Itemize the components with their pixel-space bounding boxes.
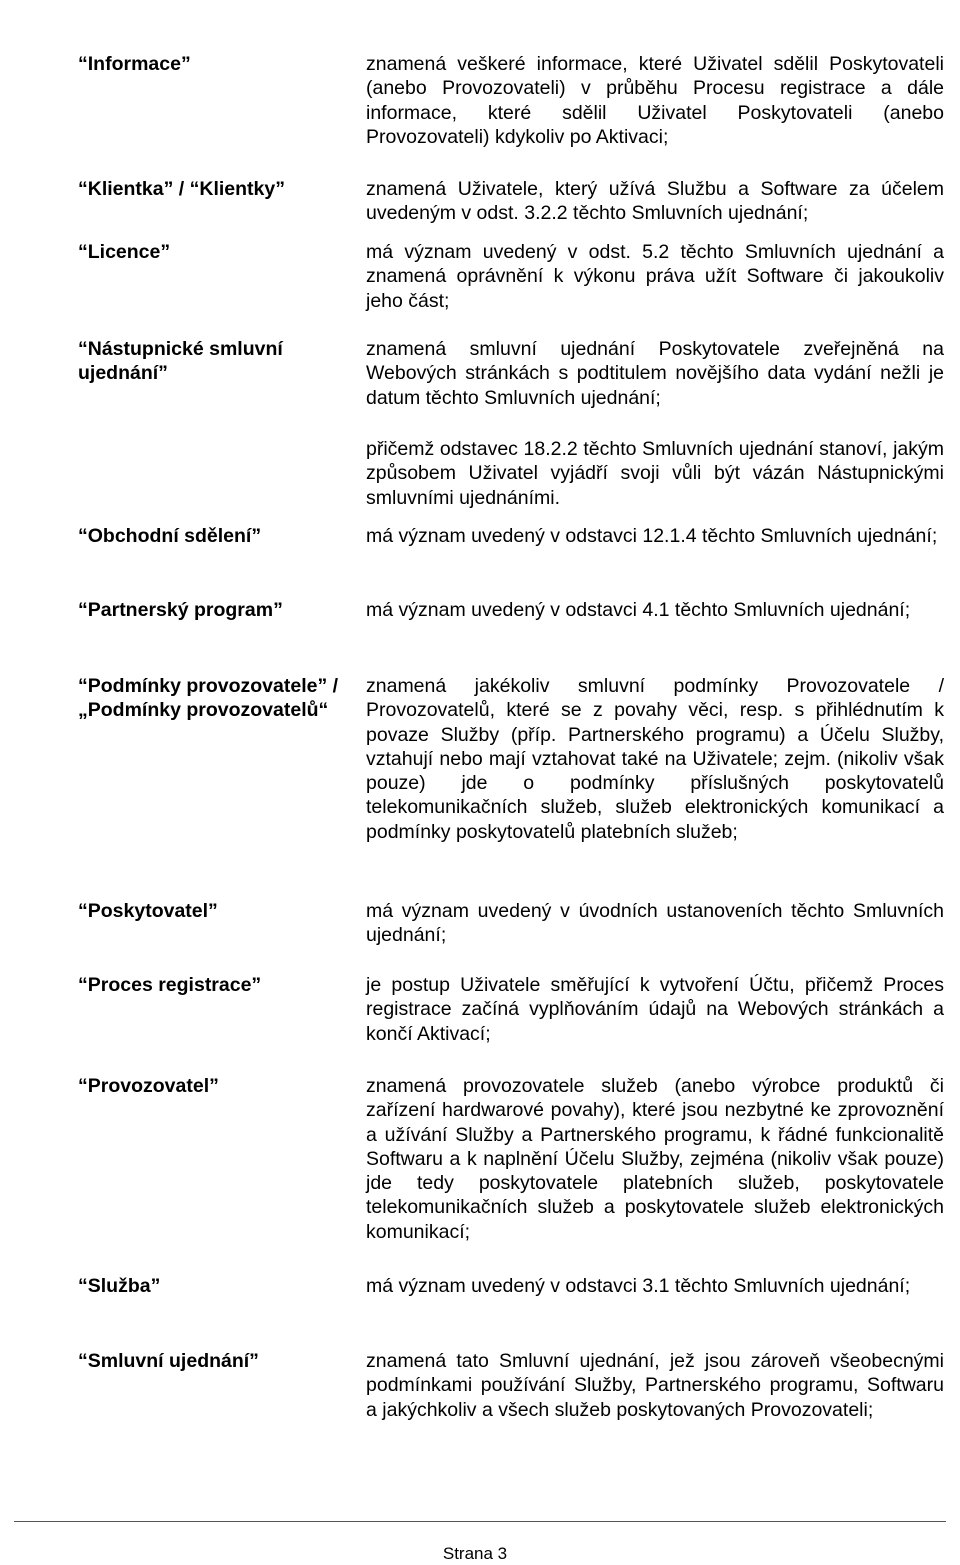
definition-text: znamená veškeré informace, které Uživatel sdělil Poskytovateli (anebo Provozovateli) v průběhu Procesu registrace a dále informace, které sdělil Uživatel Poskytovateli (anebo Provozovateli) kdykoliv po Aktivaci; [366, 53, 944, 148]
definition-text: znamená Uživatele, který užívá Službu a Software za účelem uvedeným v odst. 3.2.2 těchto Smluvních ujednání; [366, 178, 944, 225]
definition-term: “Poskytovatel” [78, 900, 218, 922]
definition-text: má význam uvedený v odst. 5.2 těchto Smluvních ujednání a znamená oprávnění k výkonu práva užít Software či jakoukoliv jeho část; [366, 241, 944, 312]
definition-text: znamená tato Smluvní ujednání, jež jsou zároveň všeobecnými podmínkami používání Služby, Partnerského programu, Softwaru a jakýchkoliv a všech služeb poskytovaných Provozovateli; [366, 1350, 944, 1421]
definition-term: “Proces registrace” [78, 974, 262, 996]
definition-term: “Služba” [78, 1275, 161, 1297]
definition-term: “Informace” [78, 53, 191, 75]
definition-term: “Podmínky provozovatele” / „Podmínky provozovatelů“ [78, 675, 339, 721]
definition-term: “Nástupnické smluvní ujednání” [78, 338, 283, 384]
definition-text: má význam uvedený v odstavci 12.1.4 těchto Smluvních ujednání; [366, 525, 938, 547]
definition-text: přičemž odstavec 18.2.2 těchto Smluvních ujednání stanoví, jakým způsobem Uživatel vyjádří svoji vůli být vázán Nástupnickými smluvními ujednáními. [366, 438, 944, 509]
definition-term: “Provozovatel” [78, 1075, 219, 1097]
definition-text: znamená jakékoliv smluvní podmínky Provozovatele / Provozovatelů, které se z povahy věci, resp. s přihlédnutím k povaze Služby (příp. Partnerského programu) a Účelu Služby, vztahují nebo mají vztahovat také na Uživatele; zejm. (nikoliv však pouze) jde o podmínky příslušných poskytovatelů telekomunikačních služeb, služeb elektronických komunikací a podmínky poskytovatelů platebních služeb; [366, 675, 944, 843]
footer-divider [14, 1521, 946, 1522]
definition-term: “Licence” [78, 241, 171, 263]
definition-text: znamená provozovatele služeb (anebo výrobce produktů či zařízení hardwarové povahy), které jsou nezbytné ke zprovoznění a užívání Služby a Partnerského programu, k řádné funkcionalitě Softwaru a k naplnění Účelu Služby, zejména (nikoliv však pouze) jde tedy poskytovatele platebních služeb, poskytovatele telekomunikačních služeb a poskytovatele služeb elektronických komunikací; [366, 1075, 944, 1243]
definition-term: “Smluvní ujednání” [78, 1350, 259, 1372]
page-number: Strana 3 [442, 1544, 508, 1563]
definition-text: má význam uvedený v odstavci 3.1 těchto Smluvních ujednání; [366, 1275, 911, 1297]
definition-text: má význam uvedený v odstavci 4.1 těchto Smluvních ujednání; [366, 599, 911, 621]
definition-text: je postup Uživatele směřující k vytvoření Účtu, přičemž Proces registrace začíná vyplňováním údajů na Webových stránkách a končí Aktivací; [366, 974, 944, 1045]
definition-term: “Klientka” / “Klientky” [78, 178, 285, 200]
definition-text: znamená smluvní ujednání Poskytovatele zveřejněná na Webových stránkách s podtitulem novějšího data vydání nežli je datum těchto Smluvních ujednání; [366, 338, 944, 409]
definition-text: má význam uvedený v úvodních ustanoveních těchto Smluvních ujednání; [366, 900, 944, 947]
definition-term: “Partnerský program” [78, 599, 283, 621]
page-footer [0, 1544, 960, 1564]
definition-term: “Obchodní sdělení” [78, 525, 262, 547]
